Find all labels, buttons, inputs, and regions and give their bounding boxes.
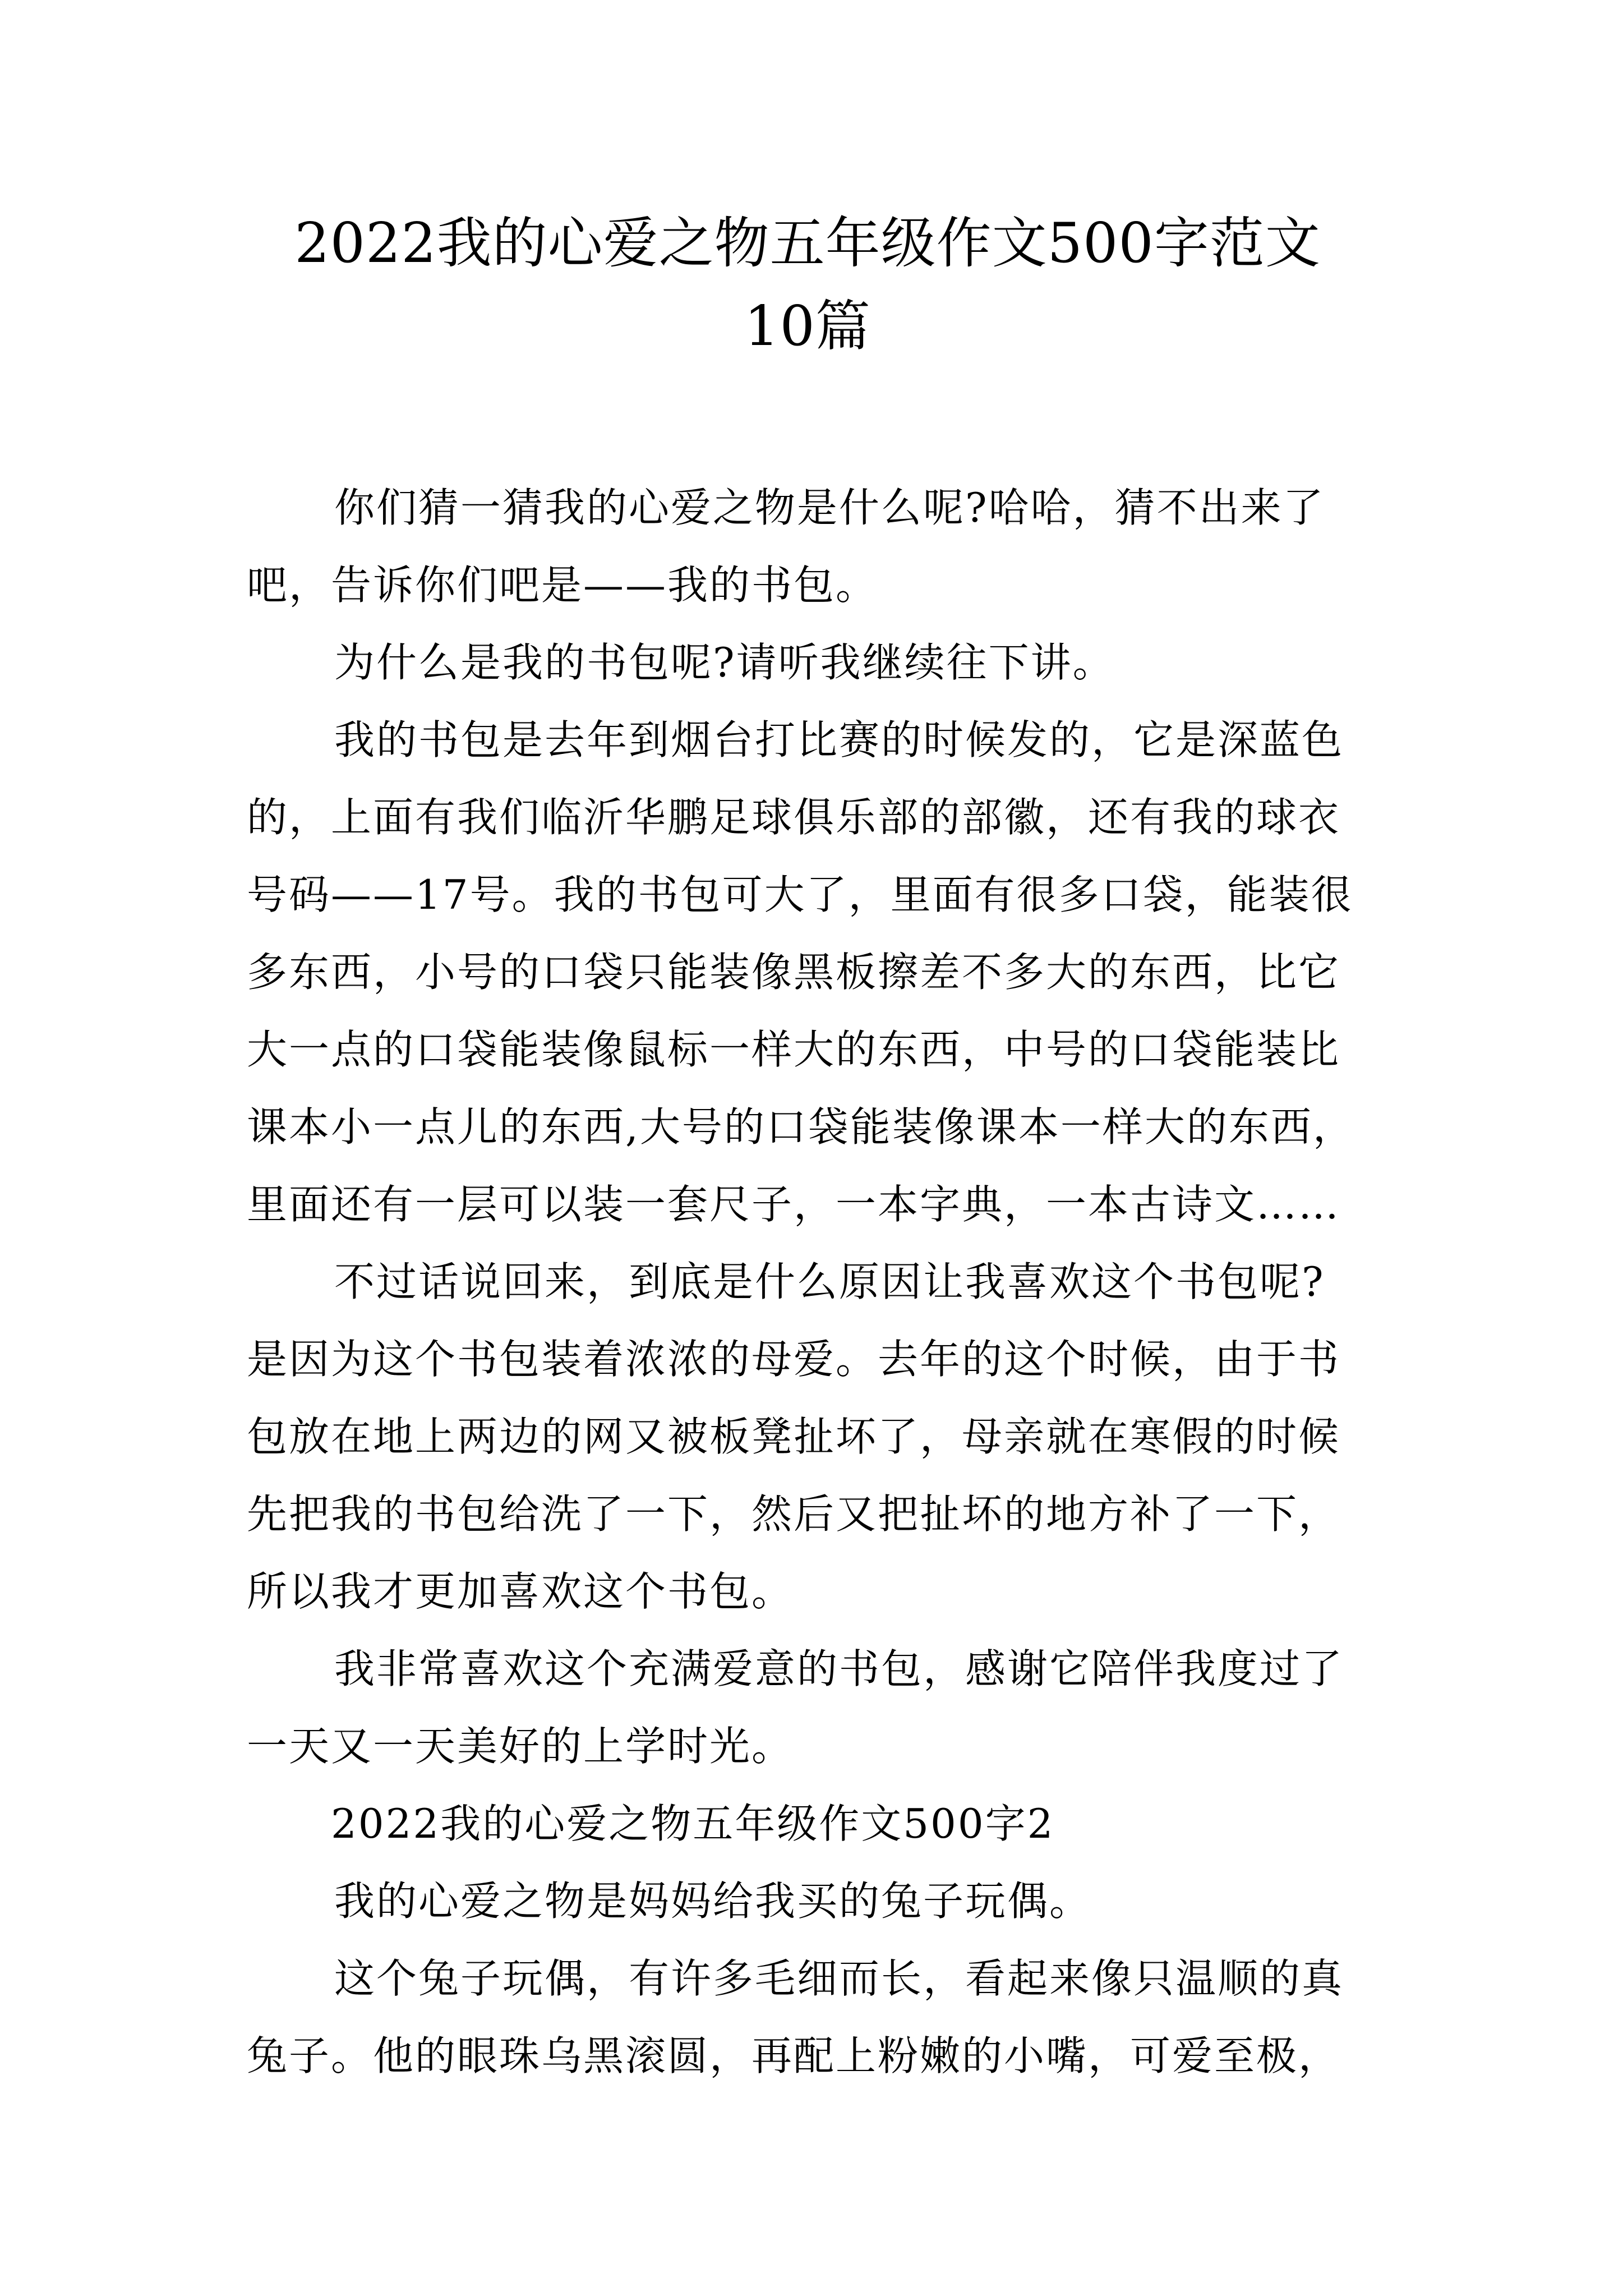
- paragraph-line: 为什么是我的书包呢?请听我继续往下讲。: [334, 639, 1115, 686]
- paragraph-line: 多东西，小号的口袋只能装像黑板擦差不多大的东西，比它: [247, 949, 1341, 996]
- paragraph-line: 我非常喜欢这个充满爱意的书包，感谢它陪伴我度过了: [334, 1645, 1344, 1692]
- title-line-1: 2022我的心爱之物五年级作文500字范文: [294, 211, 1321, 275]
- paragraph-line: 所以我才更加喜欢这个书包。: [247, 1568, 794, 1615]
- paragraph-line: 你们猜一猜我的心爱之物是什么呢?哈哈，猜不出来了: [334, 484, 1325, 531]
- paragraph-line: 的，上面有我们临沂华鹏足球俱乐部的部徽，还有我的球衣: [247, 794, 1341, 841]
- paragraph-line: 我的书包是去年到烟台打比赛的时候发的，它是深蓝色: [334, 716, 1344, 763]
- paragraph-line: 先把我的书包给洗了一下，然后又把扯坏的地方补了一下，: [247, 1490, 1341, 1538]
- paragraph-line: 不过话说回来，到底是什么原因让我喜欢这个书包呢?: [334, 1258, 1325, 1305]
- section-heading: 2022我的心爱之物五年级作文500字2: [331, 1800, 1055, 1847]
- paragraph-line: 我的心爱之物是妈妈给我买的兔子玩偶。: [334, 1878, 1092, 1925]
- paragraph-line: 大一点的口袋能装像鼠标一样大的东西，中号的口袋能装比: [247, 1026, 1341, 1073]
- title-line-2: 10篇: [744, 295, 871, 358]
- document-title: [213, 202, 1402, 368]
- paragraph-line: 这个兔子玩偶，有许多毛细而长，看起来像只温顺的真: [334, 1955, 1344, 2002]
- paragraph-line: 课本小一点儿的东西,大号的口袋能装像课本一样大的东西，: [247, 1103, 1355, 1151]
- paragraph-line: 包放在地上两边的网又被板凳扯坏了，母亲就在寒假的时候: [247, 1413, 1341, 1460]
- paragraph-line: 里面还有一层可以装一套尺子，一本字典，一本古诗文……: [247, 1181, 1341, 1228]
- paragraph-line: 号码——17号。我的书包可大了，里面有很多口袋，能装很: [247, 871, 1353, 918]
- document-body: [247, 469, 1391, 2095]
- paragraph-line: 吧，告诉你们吧是——我的书包。: [247, 562, 878, 609]
- paragraph-line: 一天又一天美好的上学时光。: [247, 1723, 794, 1770]
- paragraph-line: 兔子。他的眼珠乌黑滚圆，再配上粉嫩的小嘴，可爱至极，: [247, 2032, 1341, 2079]
- paragraph-line: 是因为这个书包装着浓浓的母爱。去年的这个时候，由于书: [247, 1336, 1341, 1383]
